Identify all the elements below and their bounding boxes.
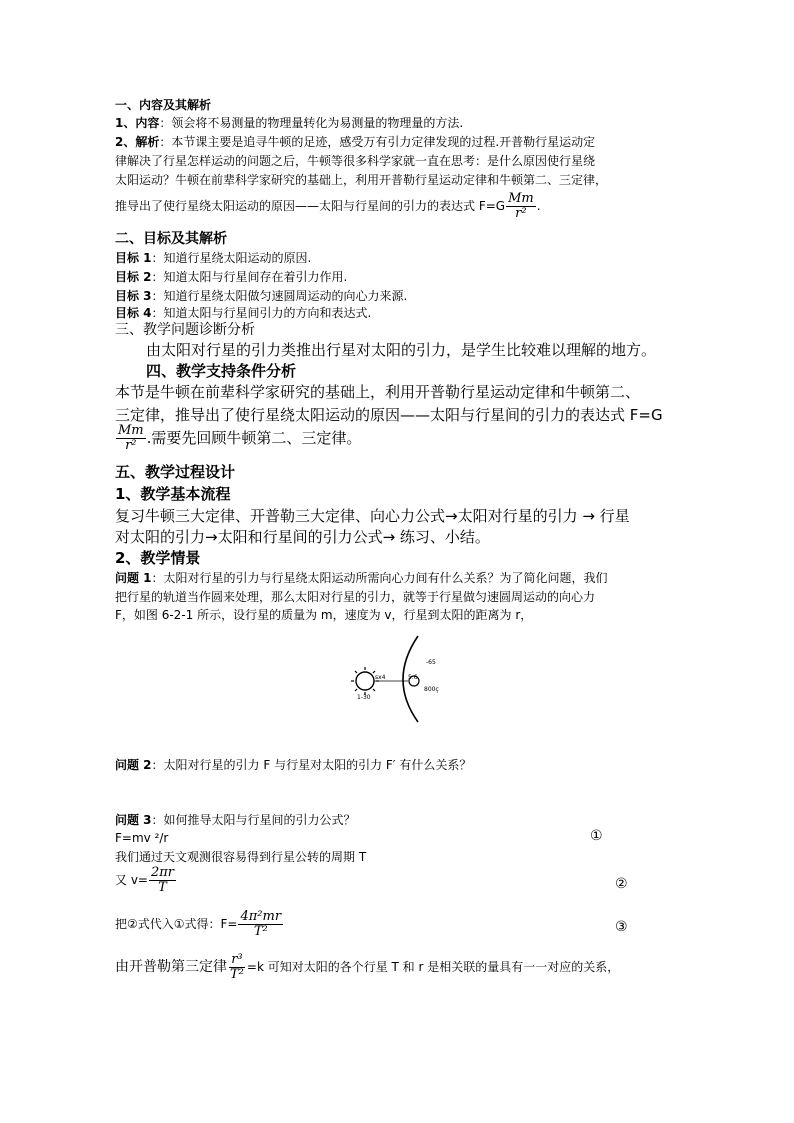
gravity-formula-fraction: $\frac{Mm}{\text{r²}}$ [508, 191, 534, 221]
figure-label-planet: 800ç [424, 686, 439, 693]
analysis-line-2: 律解决了行星怎样运动的问题之后，牛顿等很多科学家就一直在思考：是什么原因使行星绕 [115, 154, 596, 168]
content-paragraph: 1、内容：领会将不易测量的物理量转化为易测量的物理量的方法. [115, 116, 464, 130]
section-4-line-2: 三定律，推导出了使行星绕太阳运动的原因——太阳与行星间的引力的表达式 F=G [115, 406, 663, 424]
flow-line-1: 复习牛顿三大定律、开普勒三大定律、向心力公式→太阳对行星的引力 → 行星 [115, 507, 630, 525]
goal-3: 目标 3：知道行星绕太阳做匀速圆周运动的向心力来源. [115, 289, 408, 303]
equation-2-mark: ② [615, 876, 628, 892]
velocity-fraction: $\frac{2\pi r}{T}$ [150, 865, 175, 895]
question-2: 问题 2：太阳对行星的引力 F 与行星对太阳的引力 F′ 有什么关系？ [115, 758, 472, 772]
kepler-fraction: $\frac{\text{r³}}{\text{T²}}$ [230, 952, 244, 982]
section-3-text: 由太阳对行星的引力类推出行星对太阳的引力，是学生比较难以理解的地方。 [146, 341, 657, 359]
goal-2: 目标 2：知道太阳与行星间存在着引力作用. [115, 270, 348, 284]
goal-4: 目标 4：知道太阳与行星间引力的方向和表达式. [115, 306, 372, 320]
equation-1-mark: ① [590, 828, 603, 844]
question-1-line-2: 把行星的轨道当作圆来处理，那么太阳对行星的引力，就等于行星做匀速圆周运动的向心力 [115, 590, 596, 604]
section-1-title: 一、内容及其解析 [115, 98, 212, 112]
observation-line: 我们通过天文观测很容易得到行星公转的周期 T [115, 850, 367, 864]
equation-3: 把②式代入①式得：F= $\frac{\text{4π²mr}}{\text{T²}}$ [115, 909, 282, 939]
figure-label-sun-top: sx4 [375, 674, 386, 681]
question-1-line-3: F，如图 6-2-1 所示，设行星的质量为 m，速度为 v，行星到太阳的距离为 r， [115, 608, 533, 622]
figure-label-top: -65 [426, 659, 436, 666]
section-4-line-1: 本节是牛顿在前辈科学家研究的基础上，利用开普勒行星运动定律和牛顿第二、 [115, 383, 641, 401]
analysis-line-3: 太阳运动？牛顿在前辈科学家研究的基础上，利用开普勒行星运动定律和牛顿第二、三定律， [115, 173, 608, 187]
equation-1: F=mv ²/r [115, 831, 169, 845]
subsection-2-title: 2、教学情景 [115, 549, 201, 567]
force-fraction: $\frac{\text{4π²mr}}{\text{T²}}$ [240, 909, 282, 939]
section-4-title: 四、教学支持条件分析 [146, 362, 297, 380]
question-1-line-1: 问题 1：太阳对行星的引力与行星绕太阳运动所需向心力间有什么关系？为了简化问题，我们 [115, 571, 608, 585]
section-4-line-3: $\frac{Mm}{\text{r²}}$ .需要先回顾牛顿第二、三定律。 [118, 423, 362, 453]
goal-1: 目标 1：知道行星绕太阳运动的原因. [115, 251, 312, 265]
section-3-title: 三、教学问题诊断分析 [115, 322, 255, 338]
equation-3-mark: ③ [615, 919, 628, 935]
kepler-third-law-line: 由开普勒第三定律 $\frac{\text{r³}}{\text{T²}}$ =k 可知对太阳的各个行星 T 和 r 是相关联的量具有一一对应的关系， [115, 952, 620, 982]
subsection-1-title: 1、教学基本流程 [115, 485, 231, 503]
question-3: 问题 3：如何推导太阳与行星间的引力公式？ [115, 813, 356, 827]
analysis-line-4: 推导出了使行星绕太阳运动的原因——太阳与行星间的引力的表达式 F=G $\frac{Mm}{\text{r²}}$ . [115, 191, 541, 221]
equation-2: 又 v= $\frac{2\pi r}{T}$ [115, 865, 175, 895]
sun-planet-figure [348, 634, 458, 726]
gravity-formula-fraction-2: $\frac{Mm}{\text{r²}}$ [118, 423, 144, 453]
figure-label-sun-bottom: 1-30 [357, 694, 371, 701]
section-5-title: 五、教学过程设计 [115, 463, 236, 481]
flow-line-2: 对太阳的引力→太阳和行星间的引力公式→ 练习、小结。 [115, 528, 490, 546]
figure-label-planet-left: 5.6 [408, 674, 418, 681]
section-2-title: 二、目标及其解析 [115, 231, 227, 247]
analysis-line-1: 2、解析：本节课主要是追寻牛顿的足迹，感受万有引力定律发现的过程.开普勒行星运动定 [115, 135, 596, 149]
